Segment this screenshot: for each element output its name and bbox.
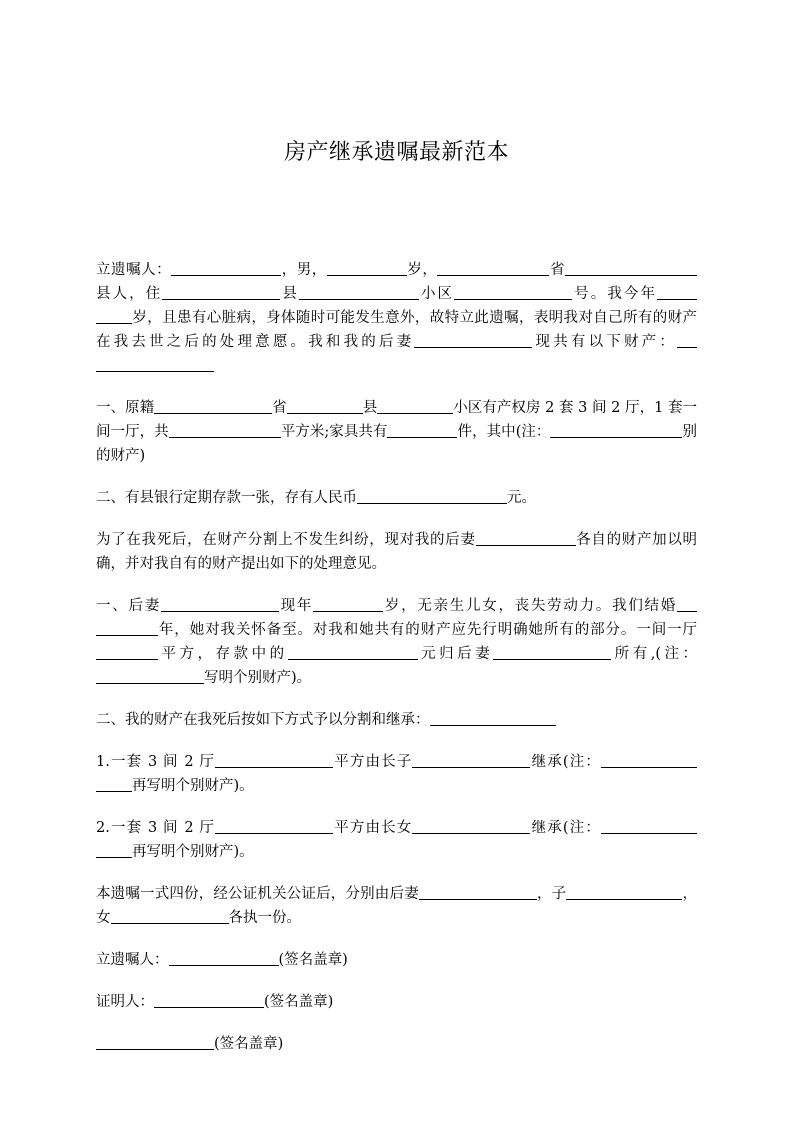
intro-paragraph: 立遗嘱人： ，男， 岁， 省县人，住 县 小区 号。我今年岁，且患有心脏病，身体随时可能发生意外，故特立此遗嘱，表明我对自己所有的财产在我去世之后的处理意愿。我和我的后妻 现共有以下财产：: [96, 258, 697, 378]
blank-origin-province[interactable]: [154, 397, 272, 414]
blank-origin-community[interactable]: [377, 397, 453, 414]
blank-item1-note-cont[interactable]: [96, 775, 132, 792]
blank-division-detail[interactable]: [430, 709, 556, 726]
division-paragraph: 二、我的财产在我死后按如下方式予以分割和继承：: [96, 708, 697, 732]
blank-wife-name[interactable]: [414, 331, 532, 348]
blank-furniture-count[interactable]: [387, 421, 457, 438]
blank-origin-county[interactable]: [287, 397, 363, 414]
blank-item2-note[interactable]: [601, 817, 697, 834]
item-1-paragraph: 1.一套 3 间 2 厅 平方由长子 继承(注：再写明个别财产)。: [96, 750, 697, 798]
blank-item2-area[interactable]: [215, 817, 333, 834]
blank-copy-son[interactable]: [566, 883, 662, 900]
property-deposit-paragraph: 二、有县银行定期存款一张，存有人民币 元。: [96, 486, 697, 510]
blank-house-number[interactable]: [454, 283, 572, 300]
blank-wife-name-4[interactable]: [493, 643, 611, 660]
blank-deposit-amount[interactable]: [357, 487, 507, 504]
document-body: [96, 258, 697, 1074]
blank-copy-daughter[interactable]: [111, 907, 229, 924]
blank-item1-area[interactable]: [215, 751, 333, 768]
blank-copy-wife[interactable]: [419, 883, 537, 900]
blank-province[interactable]: [437, 259, 549, 276]
blank-testator-signature[interactable]: [169, 949, 279, 966]
blank-community[interactable]: [299, 283, 419, 300]
blank-age[interactable]: [327, 259, 407, 276]
document-title: 房产继承遗嘱最新范本: [283, 140, 509, 165]
blank-residence-county[interactable]: [162, 283, 280, 300]
blank-current-age-cont[interactable]: [96, 307, 132, 324]
testator-signature-line: 立遗嘱人： (签名盖章): [96, 948, 697, 972]
blank-note-1-cont[interactable]: [612, 421, 682, 438]
copies-paragraph: 本遗嘱一式四份，经公证机关公证后，分别由后妻 ，子 ，女 各执一份。: [96, 882, 697, 930]
blank-item1-note[interactable]: [601, 751, 697, 768]
blank-marriage-years[interactable]: [677, 595, 697, 612]
blank-wife-deposit[interactable]: [288, 643, 418, 660]
blank-total-area[interactable]: [169, 421, 281, 438]
purpose-paragraph: 为了在我死后，在财产分割上不发生纠纷，现对我的后妻 各自的财产加以明确，并对我自有的财产提出如下的处理意见。: [96, 528, 697, 576]
blank-witness-signature[interactable]: [154, 991, 264, 1008]
blank-wife-age[interactable]: [313, 595, 383, 612]
blank-testator-name[interactable]: [171, 259, 281, 276]
blank-item2-note-cont[interactable]: [96, 841, 132, 858]
blank-property-list-cont[interactable]: [96, 355, 214, 372]
blank-third-signature[interactable]: [96, 1033, 214, 1050]
blank-county-cont[interactable]: [677, 259, 697, 276]
blank-county[interactable]: [565, 259, 677, 276]
blank-wife-name-3[interactable]: [161, 595, 279, 612]
blank-copy-son-cont[interactable]: [662, 883, 682, 900]
blank-property-list[interactable]: [677, 331, 697, 348]
blank-marriage-years-cont[interactable]: [96, 619, 158, 636]
blank-eldest-daughter[interactable]: [412, 817, 530, 834]
blank-note-1[interactable]: [550, 421, 612, 438]
third-signature-line: (签名盖章): [96, 1032, 697, 1056]
blank-eldest-son[interactable]: [412, 751, 530, 768]
witness-signature-line: 证明人： (签名盖章): [96, 990, 697, 1014]
wife-paragraph: 一、后妻 现年 岁，无亲生儿女，丧失劳动力。我们结婚年，她对我关怀备至。对我和她共有的财产应先行明确她所有的部分。一间一厅平方，存款中的 元归后妻 所有,(注：写明个别财产)。: [96, 594, 697, 690]
blank-wife-name-2[interactable]: [476, 529, 576, 546]
property-real-estate-paragraph: 一、原籍 省 县 小区有产权房 2 套 3 间 2 厅，1 套一间一厅，共 平方米;家具共有 件，其中(注： 别的财产): [96, 396, 697, 468]
blank-note-2[interactable]: [96, 667, 204, 684]
blank-current-age[interactable]: [657, 283, 697, 300]
blank-room-area[interactable]: [96, 643, 158, 660]
item-2-paragraph: 2.一套 3 间 2 厅 平方由长女 继承(注：再写明个别财产)。: [96, 816, 697, 864]
